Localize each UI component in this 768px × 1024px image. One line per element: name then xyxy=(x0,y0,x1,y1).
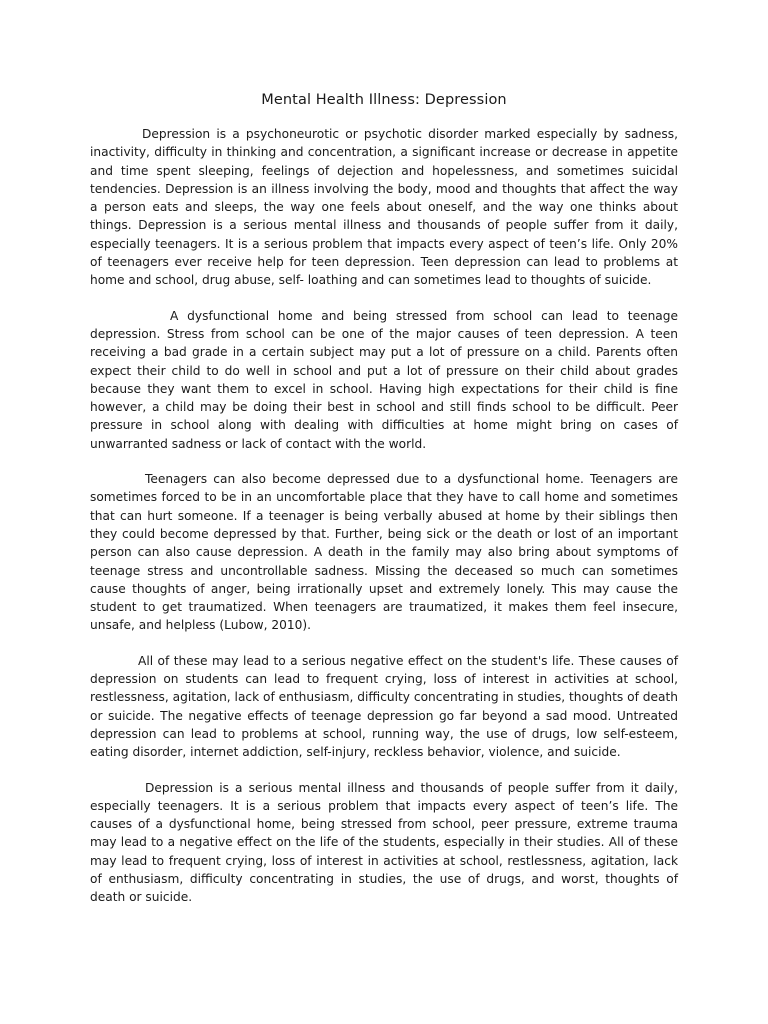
paragraph-5: Depression is a serious mental illness and thousands of people suffer from it daily, especially teenagers. It is a serious problem that impacts every aspect of teen’s life. The causes of a dysfunctional home, being stressed from school, peer pressure, extreme trauma may lead to a negative effect on the life of the students, especially in their studies. All of these may lead to frequent crying, loss of interest in activities at school, restlessness, agitation, lack of enthusiasm, difficulty concentrating in studies, the use of drugs, and worst, thoughts of death or suicide. xyxy=(90,780,678,905)
document-body xyxy=(90,125,678,924)
paragraph-4: All of these may lead to a serious negative effect on the student's life. These causes of depression on students can lead to frequent crying, loss of interest in activities at school, restlessness, agitation, lack of enthusiasm, difficulty concentrating in studies, thoughts of death or suicide. The negative effects of teenage depression go far beyond a sad mood. Untreated depression can lead to problems at school, running way, the use of drugs, low self-esteem, eating disorder, internet addiction, self-injury, reckless behavior, violence, and suicide. xyxy=(90,653,678,760)
page-title: Mental Health Illness: Depression xyxy=(261,92,507,108)
paragraph-3: Teenagers can also become depressed due to a dysfunctional home. Teenagers are sometimes forced to be in an uncomfortable place that they have to call home and sometimes that can hurt someone. If a teenager is being verbally abused at home by their siblings then they could become depressed by that. Further, being sick or the death or lost of an important person can also cause depression. A death in the family may also bring about symptoms of teenage stress and uncontrollable sadness. Missing the deceased so much can sometimes cause thoughts of anger, being irrationally upset and extremely lonely. This may cause the student to get traumatized. When teenagers are traumatized, it makes them feel insecure, unsafe, and helpless (Lubow, 2010). xyxy=(90,472,678,633)
paragraph-1: Depression is a psychoneurotic or psychotic disorder marked especially by sadness, inactivity, difficulty in thinking and concentration, a significant increase or decrease in appetite and time spent sleeping, feelings of dejection and hopelessness, and sometimes suicidal tendencies. Depression is an illness involving the body, mood and thoughts that affect the way a person eats and sleeps, the way one feels about oneself, and the way one thinks about things. Depression is a serious mental illness and thousands of people suffer from it daily, especially teenagers. It is a serious problem that impacts every aspect of teen’s life. Only 20% of teenagers ever receive help for teen depression. Teen depression can lead to problems at home and school, drug abuse, self- loathing and can sometimes lead to thoughts of suicide. xyxy=(90,127,678,288)
paragraph-2: A dysfunctional home and being stressed from school can lead to teenage depression. Stress from school can be one of the major causes of teen depression. A teen receiving a bad grade in a certain subject may put a lot of pressure on a child. Parents often expect their child to do well in school and put a lot of pressure on their child about grades because they want them to excel in school. Having high expectations for their child is fine however, a child may be doing their best in school and still finds school to be difficult. Peer pressure in school along with dealing with difficulties at home might bring on cases of unwarranted sadness or lack of contact with the world. xyxy=(90,308,678,451)
